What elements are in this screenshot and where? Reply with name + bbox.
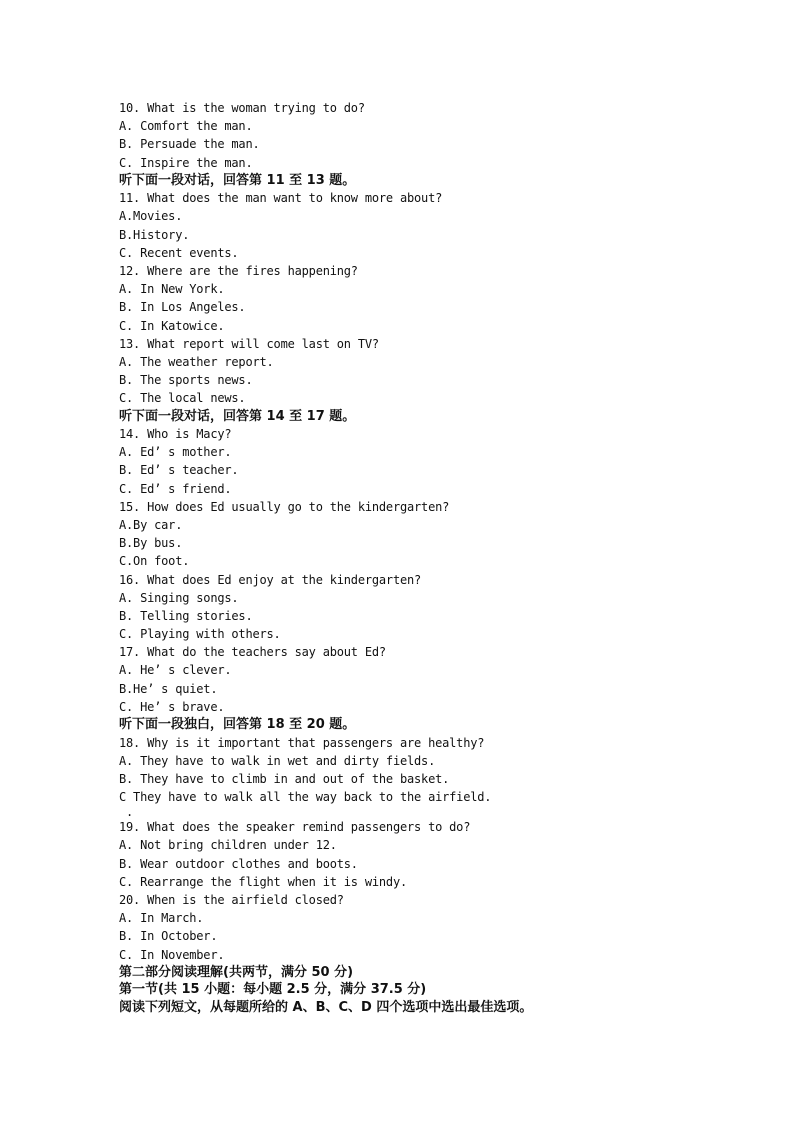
question-text: 19. What does the speaker remind passengers to do? [119,820,471,835]
answer-option: B. Persuade the man. [119,137,260,152]
answer-option: B. Wear outdoor clothes and boots. [119,856,358,871]
answer-option: A. In New York. [119,282,225,297]
question-text: 13. What report will come last on TV? [119,336,379,351]
answer-option: A. The weather report. [119,354,274,369]
answer-option: C. Recent events. [119,245,239,260]
question-text: 10. What is the woman trying to do? [119,101,365,115]
answer-option: C. He’ s brave. [119,699,225,714]
answer-option: C. In Katowice. [119,318,225,333]
answer-option: B. Ed’ s teacher. [119,463,239,478]
answer-option: A. Comfort the man. [119,119,253,134]
answer-option: B. They have to climb in and out of the basket. [119,771,450,786]
answer-option: C.On foot. [119,554,190,569]
question-text: 16. What does Ed enjoy at the kindergarten? [119,572,422,587]
answer-option: A. They have to walk in wet and dirty fields. [119,753,436,768]
answer-option: A. Singing songs. [119,590,239,605]
section-heading: 第二部分阅读理解(共两节，满分 50 分) [119,964,354,980]
answer-option: C. Rearrange the flight when it is windy. [119,874,408,889]
section-heading: 阅读下列短文，从每题所给的 A、B、C、D 四个选项中选出最佳选项。 [119,999,533,1015]
answer-option: B.History. [119,227,190,242]
answer-option: C. Ed’ s friend. [119,481,232,496]
answer-option: A.By car. [119,517,183,532]
answer-option: A. He’ s clever. [119,663,232,678]
question-text: 18. Why is it important that passengers are healthy? [119,735,485,750]
section-heading: 第一节(共 15 小题：每小题 2.5 分，满分 37.5 分) [119,982,427,998]
question-text: 20. When is the airfield closed? [119,893,344,907]
question-text: 11. What does the man want to know more about? [119,191,443,206]
question-text: 14. Who is Macy? [119,427,232,441]
question-text: 17. What do the teachers say about Ed? [119,645,386,660]
answer-option: C They have to walk all the way back to the airfield. [119,790,492,805]
question-text: 12. Where are the fires happening? [119,264,358,278]
section-heading: 听下面一段对话，回答第 11 至 13 题。 [119,172,356,188]
answer-option: B.By bus. [119,536,183,551]
answer-option: C. In November. [119,947,225,962]
answer-option: B. In October. [119,929,218,944]
answer-option: A.Movies. [119,209,183,224]
answer-option: B. The sports news. [119,373,253,388]
answer-option: B.He’ s quiet. [119,681,218,696]
text-line: . [119,805,134,820]
answer-option: B. In Los Angeles. [119,300,246,315]
section-heading: 听下面一段独白，回答第 18 至 20 题。 [119,717,356,732]
answer-option: C. Inspire the man. [119,155,253,170]
answer-option: A. Not bring children under 12. [119,838,337,853]
answer-option: B. Telling stories. [119,608,253,623]
section-heading: 听下面一段对话，回答第 14 至 17 题。 [119,408,356,424]
question-text: 15. How does Ed usually go to the kindergarten? [119,499,450,514]
answer-option: C. Playing with others. [119,627,281,642]
document-page [119,99,759,1016]
answer-option: A. In March. [119,911,204,926]
answer-option: A. Ed’ s mother. [119,445,232,460]
answer-option: C. The local news. [119,391,246,406]
